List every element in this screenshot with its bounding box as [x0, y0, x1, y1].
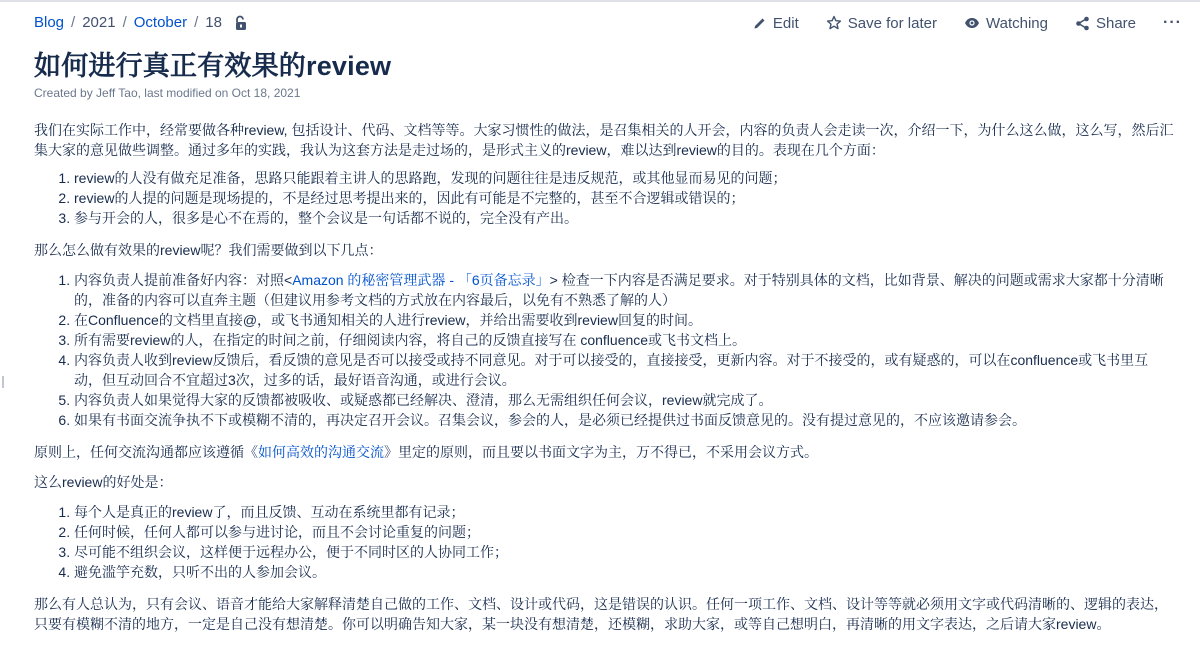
page-content: [34, 120, 1174, 644]
principle-paragraph: [34, 442, 1174, 462]
benefits-intro-paragraph: 这么review的好处是：: [34, 474, 173, 490]
eye-icon: [964, 17, 980, 29]
list-item: 2. 在Confluence的文档里直接@，或飞书通知相关的人进行review，并给出需要收到review回复的时间。: [74, 310, 1174, 330]
steps-list: [34, 270, 1174, 430]
list-item: 4. 内容负责人收到review反馈后，看反馈的意见是否可以接受或持不同意见。对于可以接受的，直接接受，更新内容。对于不接受的，或有疑惑的，可以在confluence或飞书里互动，但互动回合不宜超过3次，过多的话，最好语音沟通，或进行会议。: [74, 350, 1174, 390]
watching-button[interactable]: [964, 15, 1048, 32]
page-toolbar: [34, 14, 1184, 38]
principle-text: 原则上，任何交流沟通都应该遵循《: [34, 444, 258, 460]
list-item: 2. review的人提的问题是现场提的，不是经过思考提出来的，因此有可能是不完整的，甚至不合逻辑或错误的；: [74, 188, 1174, 208]
step-text: > 检查一下内容是否满足要求。对于特别具体的文档，比如背景、解决的问题或需求大家都十分清晰的，准备的内容可以直奔主题（但建议用参考文档的方式放在内容最后，以免有不熟悉了解的人）: [74, 272, 1164, 308]
share-label: Share: [1095, 14, 1137, 32]
page-actions: [726, 14, 1182, 32]
page-meta: Created by Jeff Tao, last modified on Oct 18, 2021: [34, 86, 301, 100]
breadcrumb-blog[interactable]: Blog: [34, 14, 65, 31]
list-item: 1. 每个人是真正的review了，而且反馈、互动在系统里都有记录；: [74, 502, 1174, 522]
more-actions-button[interactable]: ···: [1163, 14, 1182, 31]
list-item: 4. 避免滥竽充数，只听不出的人参加会议。: [74, 562, 1174, 582]
edit-label: Edit: [772, 14, 799, 32]
breadcrumb-separator: /: [71, 14, 76, 31]
star-icon: [826, 15, 842, 31]
principle-text: 》里定的原则，而且要以书面文字为主，万不得已，不采用会议方式。: [384, 444, 818, 460]
page-title: 如何进行真正有效果的review: [34, 51, 392, 81]
how-intro-paragraph: 那么怎么做有效果的review呢？我们需要做到以下几点：: [34, 242, 383, 258]
breadcrumb-separator: /: [194, 14, 199, 31]
share-icon: [1075, 16, 1090, 31]
watching-label: Watching: [986, 14, 1048, 32]
benefits-list: [34, 502, 1174, 582]
top-border: [0, 0, 1200, 2]
step-text: 内容负责人提前准备好内容：对照<: [74, 272, 293, 288]
breadcrumb-year: 2021: [82, 14, 116, 31]
problems-list: [34, 168, 1174, 228]
pencil-icon: [753, 16, 767, 30]
breadcrumb-separator: /: [122, 14, 127, 31]
breadcrumb: [34, 14, 248, 31]
save-for-later-button[interactable]: [826, 15, 937, 32]
list-item: 5. 内容负责人如果觉得大家的反馈都被吸收、或疑惑都已经解决、澄清，那么无需组织任何会议，review就完成了。: [74, 390, 1174, 410]
communication-link[interactable]: 如何高效的沟通交流: [258, 444, 384, 460]
list-item: 1. review的人没有做充足准备，思路只能跟着主讲人的思路跑，发现的问题往往是违反规范，或其他显而易见的问题；: [74, 168, 1174, 188]
closing-paragraph: 那么有人总认为，只有会议、语音才能给大家解释清楚自己做的工作、文档、设计或代码，这是错误的认识。任何一项工作、文档、设计等等就必须用文字或代码清晰的、逻辑的表达，只要有模糊不清的地方，一定是自己没有想清楚。你可以明确告知大家，某一块没有想清楚，还模糊，求助大家，或等自己想明白，再清晰的用文字表达，之后请大家review。: [34, 596, 1168, 632]
save-for-later-label: Save for later: [847, 14, 937, 32]
list-item: 3. 参与开会的人，很多是心不在焉的，整个会议是一句话都不说的，完全没有产出。: [74, 208, 1174, 228]
list-item: 3. 尽可能不组织会议，这样便于远程办公，便于不同时区的人协同工作；: [74, 542, 1174, 562]
list-item: [74, 270, 1174, 310]
list-item: 6. 如果有书面交流争执不下或模糊不清的，再决定召开会议。召集会议，参会的人，是必须已经提供过书面反馈意见的。没有提过意见的，不应该邀请参会。: [74, 410, 1174, 430]
list-item: 2. 任何时候，任何人都可以参与进讨论，而且不会讨论重复的问题；: [74, 522, 1174, 542]
intro-paragraph: 我们在实际工作中，经常要做各种review, 包括设计、代码、文档等等。大家习惯性的做法，是召集相关的人开会，内容的负责人会走读一次，介绍一下，为什么这么做，这么写，然后汇集大家的意见做些调整。通过多年的实践，我认为这套方法是走过场的，是形式主义的review，难以达到review的目的。表现在几个方面：: [34, 122, 1174, 158]
scroll-edge-marker: [2, 376, 4, 388]
amazon-memo-link[interactable]: Amazon 的秘密管理武器 - 「6页备忘录」: [292, 272, 550, 288]
list-item: 3. 所有需要review的人，在指定的时间之前，仔细阅读内容，将自己的反馈直接写在 confluence或飞书文档上。: [74, 330, 1174, 350]
share-button[interactable]: [1075, 15, 1136, 32]
breadcrumb-month[interactable]: October: [133, 14, 188, 31]
edit-button[interactable]: [753, 15, 799, 32]
breadcrumb-day: 18: [205, 14, 222, 31]
unlock-icon[interactable]: [234, 15, 248, 31]
